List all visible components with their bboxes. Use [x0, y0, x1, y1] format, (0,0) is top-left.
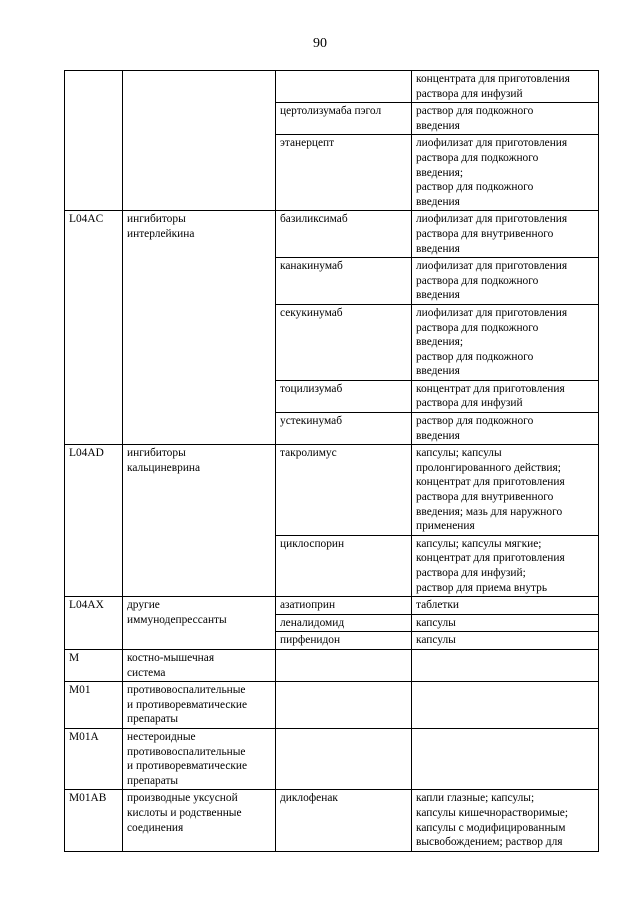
dosage-form-cell: капсулы; капсулы мягкие; концентрат для приготовления раствора для инфузий; раствор для приема внутрь	[412, 535, 599, 596]
anatomical-group-cell: костно-мышечная система	[123, 649, 276, 681]
drug-name-cell: секукинумаб	[276, 304, 412, 380]
drug-name-cell: базиликсимаб	[276, 211, 412, 258]
dosage-form-cell: раствор для подкожного введения	[412, 413, 599, 445]
anatomical-group-cell: ингибиторы интерлейкина	[123, 211, 276, 445]
dosage-form-cell	[412, 728, 599, 789]
dosage-form-cell: концентрата для приготовления раствора для инфузий	[412, 71, 599, 103]
drug-name-cell	[276, 71, 412, 103]
dosage-form-cell: лиофилизат для приготовления раствора для подкожного введения; раствор для подкожного введения	[412, 135, 599, 211]
drug-name-cell	[276, 682, 412, 729]
atc-code-cell: L04AC	[65, 211, 123, 445]
atc-code-cell	[65, 71, 123, 211]
table-row	[65, 211, 599, 258]
atc-code-cell: L04AX	[65, 597, 123, 650]
table-row	[65, 445, 599, 536]
anatomical-group-cell: производные уксусной кислоты и родственные соединения	[123, 790, 276, 851]
atc-code-cell: M01A	[65, 728, 123, 789]
dosage-form-cell: лиофилизат для приготовления раствора для подкожного введения	[412, 258, 599, 305]
drug-name-cell: леналидомид	[276, 614, 412, 632]
drug-name-cell: такролимус	[276, 445, 412, 536]
drug-name-cell: тоцилизумаб	[276, 380, 412, 412]
drug-name-cell: этанерцепт	[276, 135, 412, 211]
dosage-form-cell: раствор для подкожного введения	[412, 103, 599, 135]
dosage-form-cell	[412, 649, 599, 681]
drug-name-cell: диклофенак	[276, 790, 412, 851]
table-row	[65, 790, 599, 851]
anatomical-group-cell: нестероидные противовоспалительные и противоревматические препараты	[123, 728, 276, 789]
dosage-form-cell	[412, 682, 599, 729]
dosage-form-cell: лиофилизат для приготовления раствора для внутривенного введения	[412, 211, 599, 258]
drug-table	[64, 70, 599, 852]
anatomical-group-cell	[123, 71, 276, 211]
table-row	[65, 728, 599, 789]
anatomical-group-cell: ингибиторы кальциневрина	[123, 445, 276, 597]
dosage-form-cell: капсулы	[412, 632, 599, 650]
table-row	[65, 71, 599, 103]
dosage-form-cell: капсулы	[412, 614, 599, 632]
table-body	[65, 71, 599, 852]
anatomical-group-cell: другие иммунодепрессанты	[123, 597, 276, 650]
dosage-form-cell: капли глазные; капсулы; капсулы кишечнорастворимые; капсулы с модифицированным высвобождением; раствор для	[412, 790, 599, 851]
atc-code-cell: L04AD	[65, 445, 123, 597]
dosage-form-cell: концентрат для приготовления раствора для инфузий	[412, 380, 599, 412]
dosage-form-cell: капсулы; капсулы пролонгированного действия; концентрат для приготовления раствора для внутривенного введения; мазь для наружного применения	[412, 445, 599, 536]
drug-name-cell	[276, 728, 412, 789]
atc-code-cell: M01	[65, 682, 123, 729]
page-number: 90	[313, 36, 327, 51]
dosage-form-cell: таблетки	[412, 597, 599, 615]
drug-name-cell: цертолизумаба пэгол	[276, 103, 412, 135]
drug-name-cell: устекинумаб	[276, 413, 412, 445]
atc-code-cell: M01AB	[65, 790, 123, 851]
table-row	[65, 597, 599, 615]
anatomical-group-cell: противовоспалительные и противоревматические препараты	[123, 682, 276, 729]
drug-name-cell: пирфенидон	[276, 632, 412, 650]
table-row	[65, 649, 599, 681]
atc-code-cell: M	[65, 649, 123, 681]
drug-name-cell	[276, 649, 412, 681]
drug-name-cell: азатиоприн	[276, 597, 412, 615]
dosage-form-cell: лиофилизат для приготовления раствора для подкожного введения; раствор для подкожного введения	[412, 304, 599, 380]
table-row	[65, 682, 599, 729]
drug-name-cell: циклоспорин	[276, 535, 412, 596]
drug-name-cell: канакинумаб	[276, 258, 412, 305]
